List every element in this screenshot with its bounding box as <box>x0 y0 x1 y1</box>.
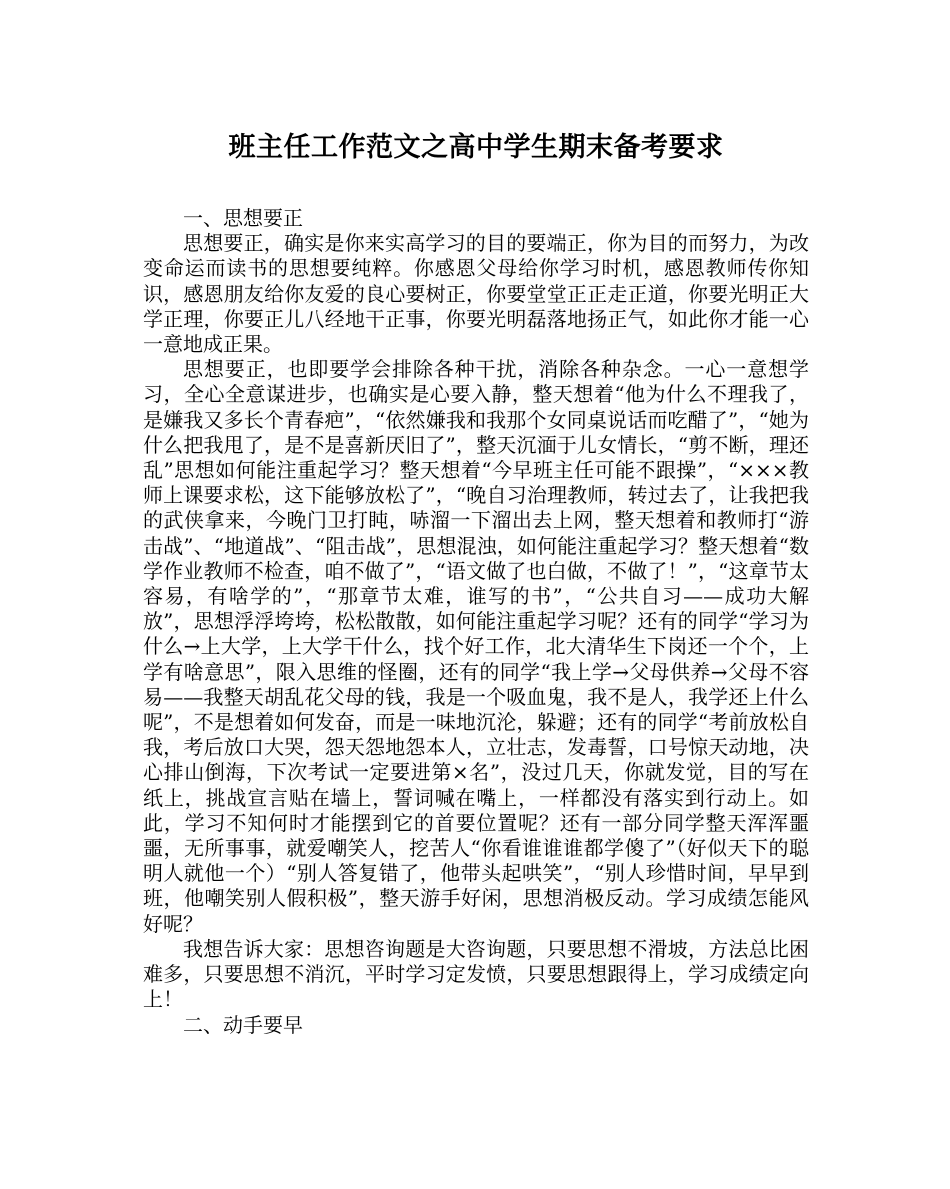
body-paragraph: 我想告诉大家：思想咨询题是大咨询题，只要思想不滑坡，方法总比困难多，只要思想不消沉，平时学习定发愤，只要思想跟得上，学习成绩定向上！ <box>143 936 809 1012</box>
section-heading-action: 二、动手要早 <box>183 1012 303 1037</box>
section-heading-thought: 一、思想要正 <box>183 206 303 230</box>
body-paragraph: 思想要正，也即要学会排除各种干扰，消除各种杂念。一心一意想学习，全心全意谋进步，也确实是心要入静，整天想着“他为什么不理我了，是嫌我又多长个青春疤”，“依然嫌我和我那个女同桌说话而吃醋了”，“她为什么把我甩了，是不是喜新厌旧了”，整天沉湎于儿女情长，“剪不断，理还乱”思想如何能注重起学习？整天想着“今早班主任可能不跟操”，“×××教师上课要求松，这下能够放松了”，“晚自习治理教师，转过去了，让我把我的武侠拿来，今晚门卫打盹，哧溜一下溜出去上网，整天想着和教师打“游击战”、“地道战”、“阻击战”，思想混浊，如何能注重起学习？整天想着“数学作业教师不检查，咱不做了”，“语文做了也白做，不做了！”，“这章节太容易，有啥学的”，“那章节太难，谁写的书”，“公共自习——成功大解放”，思想浮浮垮垮，松松散散，如何能注重起学习呢？还有的同学“学习为什么→上大学，上大学干什么，找个好工作，北大清华生下岗还一个个，上学有啥意思”，限入思维的怪圈，还有的同学“我上学→父母供养→父母不容易——我整天胡乱花父母的钱，我是一个吸血鬼，我不是人，我学还上什么呢”，不是想着如何发奋，而是一味地沉沦，躲避；还有的同学“考前放松自我，考后放口大哭，怨天怨地怨本人，立壮志，发毒誓，口号惊天动地，决心排山倒海，下次考试一定要进第×名”，没过几天，你就发觉，目的写在纸上，挑战宣言贴在墙上，誓词喊在嘴上，一样都没有落实到行动上。如此，学习不知何时才能摆到它的首要位置呢？还有一部分同学整天浑浑噩噩，无所事事，就爱嘲笑人，挖苦人“你看谁谁谁都学傻了”（好似天下的聪明人就他一个）“别人答复错了，他带头起哄笑”，“别人珍惜时间，早早到班，他嘲笑别人假积极”，整天游手好闲，思想消极反动。学习成绩怎能风好呢？ <box>143 357 809 936</box>
document-title: 班主任工作范文之高中学生期末备考要求 <box>228 132 724 163</box>
document-body <box>143 206 809 1038</box>
body-paragraph: 思想要正，确实是你来实高学习的目的要端正，你为目的而努力，为改变命运而读书的思想要纯粹。你感恩父母给你学习时机，感恩教师传你知识，感恩朋友给你友爱的良心要树正，你要堂堂正正走正道，你要光明正大学正理，你要正儿八经地干正事，你要光明磊落地扬正气，如此你才能一心一意地成正果。 <box>143 231 809 357</box>
document-page <box>143 128 809 1038</box>
